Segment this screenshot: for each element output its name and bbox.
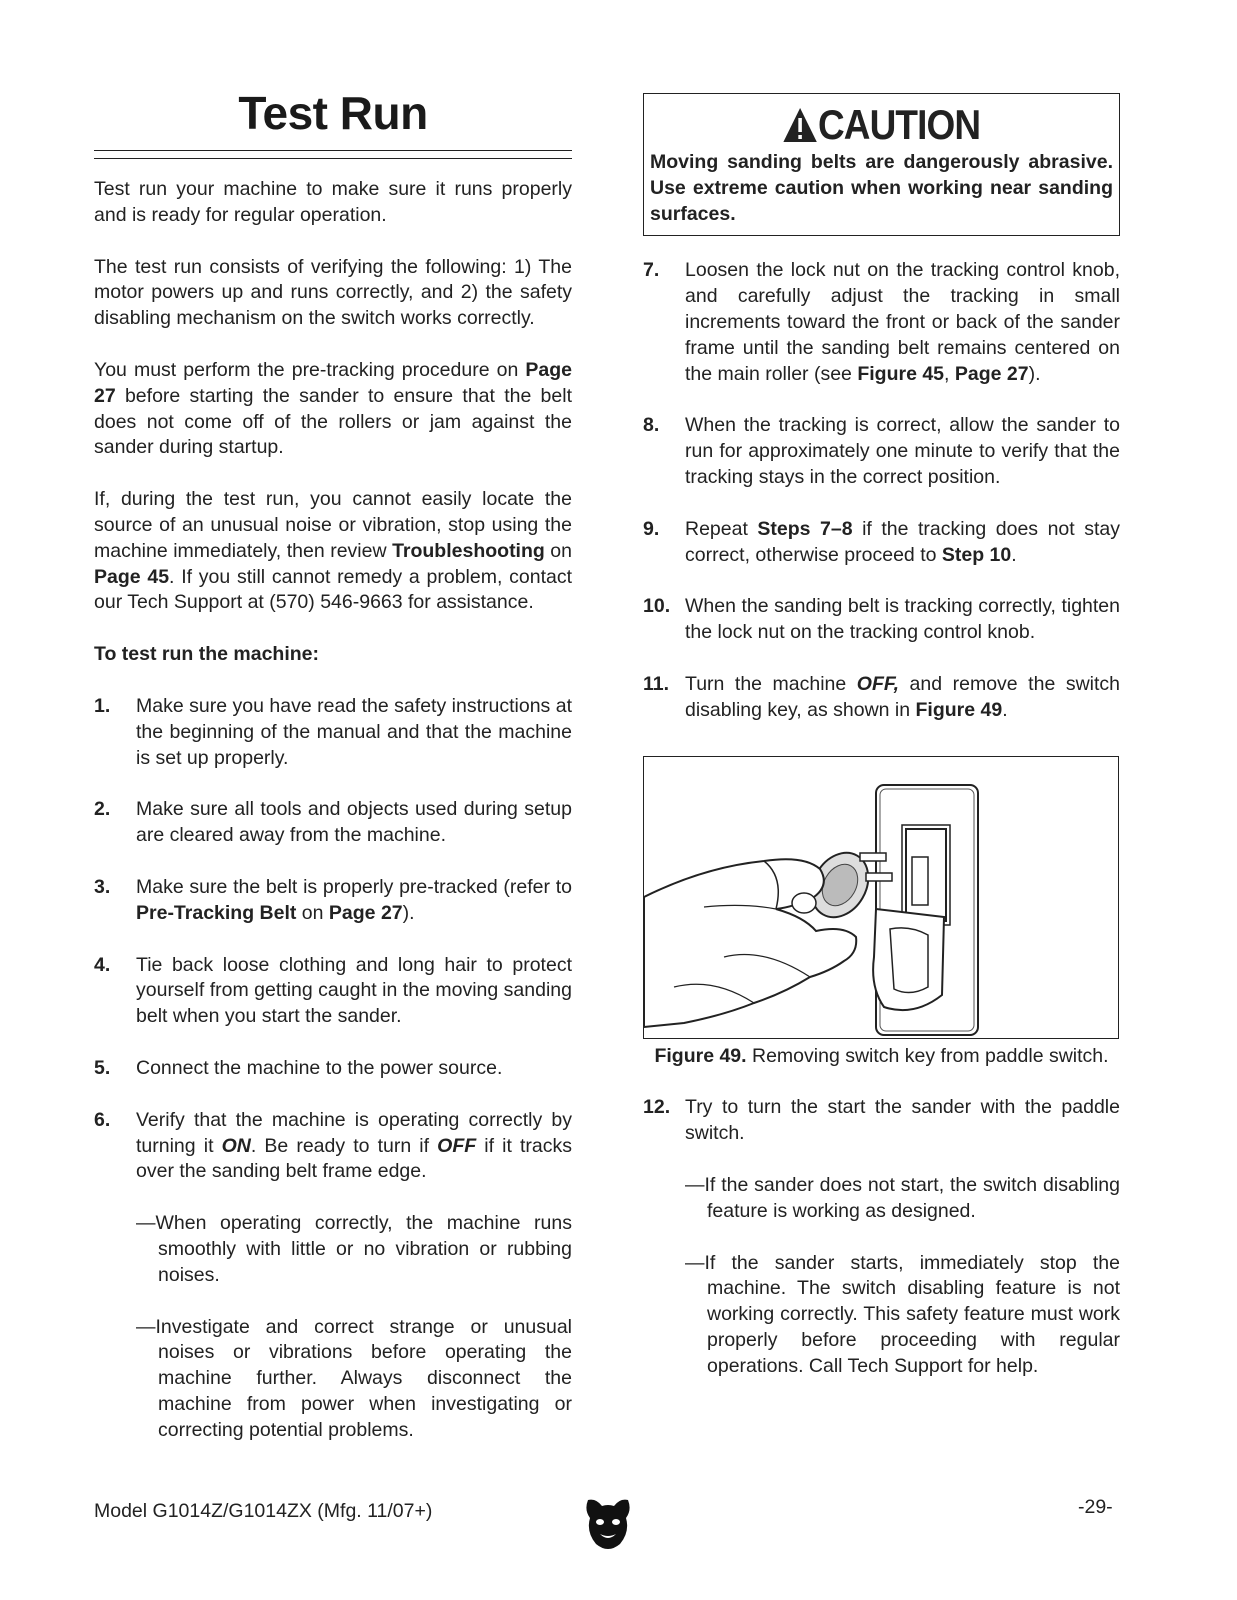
step-6-note-1: —When operating correctly, the machine runs smoothly with little or no vibration or rubbing noises.	[136, 1212, 572, 1286]
intro-paragraph-2: The test run consists of verifying the following: 1) The motor powers up and runs correctly, and 2) the safety disabling mechanism on the switch works correctly.	[94, 255, 572, 330]
figure-49-image	[643, 756, 1119, 1039]
step-4: 4. Tie back loose clothing and long hair to protect yourself from getting caught in the moving sanding belt when you start the sander.	[94, 953, 572, 1028]
step-12-note-1: —If the sander does not start, the switch disabling feature is working as designed.	[685, 1173, 1120, 1222]
bear-logo-icon	[582, 1496, 634, 1552]
step-10: 10. When the sanding belt is tracking correctly, tighten the lock nut on the tracking control knob.	[643, 595, 1120, 644]
pretrack-paragraph: You must perform the pre-tracking procedure on Page 27 before starting the sander to ensure that the belt does not come off of the rollers or jam against the sander during startup.	[94, 358, 572, 459]
figure-49-caption: Figure 49. Removing switch key from paddle switch.	[654, 1044, 1109, 1067]
caution-text: Moving sanding belts are dangerously abrasive. Use extreme caution when working near sanding surfaces.	[650, 151, 1113, 225]
footer-page-number: -29-	[1078, 1496, 1113, 1518]
step-12-note-2: —If the sander starts, immediately stop the machine. The switch disabling feature is not working correctly. This safety feature must work properly before proceeding with regular operations. Call Tech Support for help.	[685, 1251, 1120, 1377]
title-rule-bottom	[94, 158, 572, 159]
step-5: 5. Connect the machine to the power source.	[94, 1056, 503, 1079]
step-11: 11. Turn the machine OFF, and remove the switch disabling key, as shown in Figure 49.	[643, 672, 1120, 721]
step-9: 9. Repeat Steps 7–8 if the tracking does not stay correct, otherwise proceed to Step 10.	[643, 517, 1120, 566]
step-7: 7. Loosen the lock nut on the tracking control knob, and carefully adjust the tracking in small increments toward the front or back of the sander frame until the sanding belt remains centered on the main roller (see Figure 45, Page 27).	[643, 259, 1120, 385]
title-rule-top	[94, 150, 572, 151]
step-2: 2. Make sure all tools and objects used during setup are cleared away from the machine.	[94, 798, 572, 847]
warning-triangle-icon	[783, 107, 818, 143]
troubleshooting-paragraph: If, during the test run, you cannot easily locate the source of an unusual noise or vibration, stop using the machine immediately, then review Troubleshooting on Page 45. If you still cannot remedy a problem, contact our Tech Support at (570) 546-9663 for assistance.	[94, 488, 572, 614]
procedure-heading: To test run the machine:	[94, 643, 319, 666]
right-column	[643, 93, 1120, 1380]
step-8: 8. When the tracking is correct, allow the sander to run for approximately one minute to verify that the tracking stays in the correct position.	[643, 414, 1120, 488]
step-6-note-2: —Investigate and correct strange or unusual noises or vibrations before operating the machine further. Always disconnect the machine from power when investigating or correcting potential problems.	[136, 1315, 572, 1441]
caution-box	[643, 93, 1120, 236]
step-12: 12. Try to turn the start the sander with the paddle switch.	[643, 1096, 1120, 1145]
footer-model: Model G1014Z/G1014ZX (Mfg. 11/07+)	[94, 1500, 433, 1522]
intro-paragraph-1: Test run your machine to make sure it runs properly and is ready for regular operation.	[94, 178, 572, 226]
page-title: Test Run	[238, 87, 428, 139]
caution-heading: CAUTION	[678, 100, 1085, 150]
left-column	[94, 84, 572, 1443]
step-3: 3. Make sure the belt is properly pre-tracked (refer to Pre-Tracking Belt on Page 27).	[94, 875, 572, 924]
step-6: 6. Verify that the machine is operating correctly by turning it ON. Be ready to turn if OFF if it tracks over the sanding belt frame edge.	[94, 1108, 572, 1183]
step-1: 1. Make sure you have read the safety instructions at the beginning of the manual and that the machine is set up properly.	[94, 694, 572, 769]
switch-key-illustration	[644, 757, 1118, 1038]
